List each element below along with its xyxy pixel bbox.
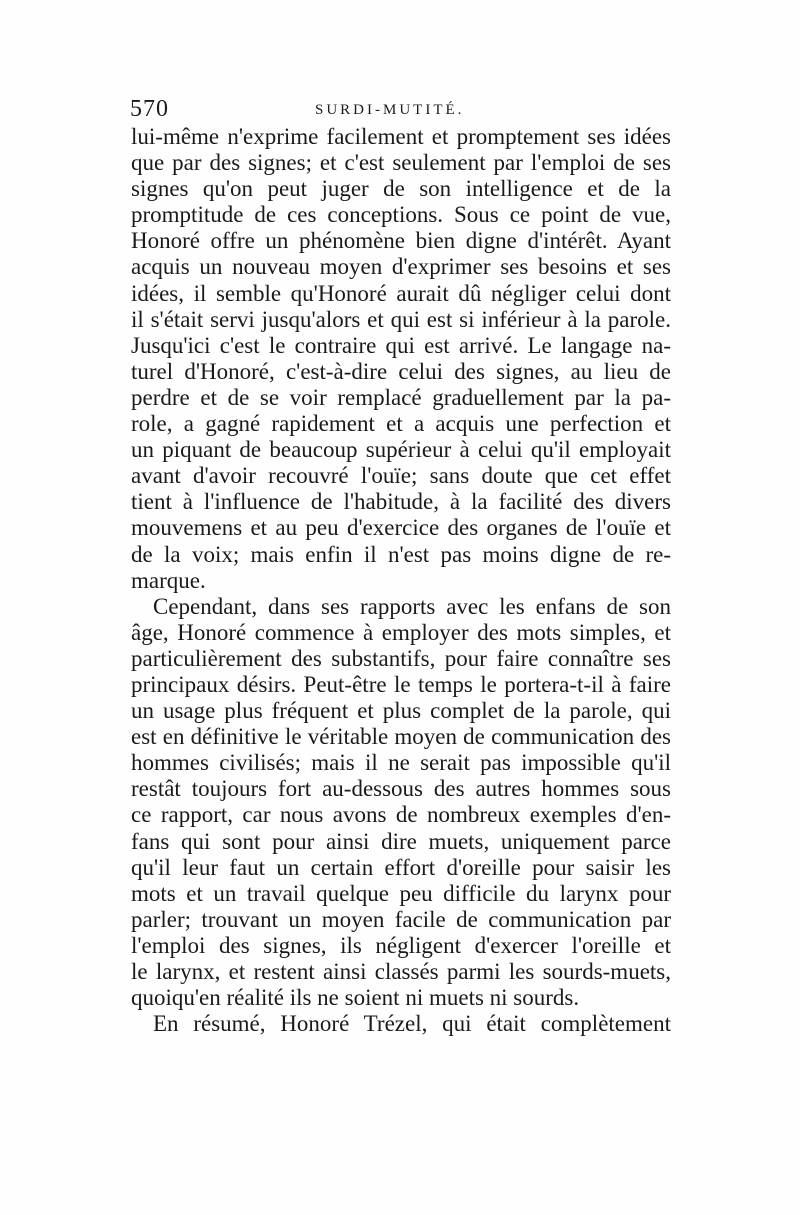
text-line: Jusqu'ici c'est le contraire qui est arrivé. Le langage na- bbox=[131, 332, 671, 358]
text-line: quoiqu'en réalité ils ne soient ni muets ni sourds. bbox=[131, 985, 580, 1011]
text-line: particulièrement des substantifs, pour faire connaître ses bbox=[131, 645, 671, 671]
text-line: hommes civilisés; mais il ne serait pas impossible qu'il bbox=[131, 750, 671, 776]
text-line: qu'il leur faut un certain effort d'oreille pour saisir les bbox=[131, 854, 671, 880]
text-line: tient à l'influence de l'habitude, à la facilité des divers bbox=[131, 489, 671, 515]
text-line: ce rapport, car nous avons de nombreux exemples d'en- bbox=[131, 802, 671, 828]
text-line: parler; trouvant un moyen facile de communication par bbox=[131, 906, 671, 932]
text-line: turel d'Honoré, c'est-à-dire celui des signes, au lieu de bbox=[131, 358, 671, 384]
text-line: role, a gagné rapidement et a acquis une perfection et bbox=[131, 411, 671, 437]
text-line: principaux désirs. Peut-être le temps le portera-t-il à faire bbox=[131, 671, 671, 697]
text-line: un piquant de beaucoup supérieur à celui qu'il employait bbox=[131, 437, 671, 463]
text-line: idées, il semble qu'Honoré aurait dû négliger celui dont bbox=[131, 280, 671, 306]
text-line: il s'était servi jusqu'alors et qui est si inférieur à la parole. bbox=[131, 306, 671, 332]
text-line: que par des signes; et c'est seulement par l'emploi de ses bbox=[131, 150, 671, 176]
text-line: mouvemens et au peu d'exercice des organes de l'ouïe et bbox=[131, 515, 671, 541]
text-line: signes qu'on peut juger de son intelligence et de la bbox=[131, 176, 671, 202]
text-line: mots et un travail quelque peu difficile du larynx pour bbox=[131, 880, 671, 906]
text-line: avant d'avoir recouvré l'ouïe; sans doute que cet effet bbox=[131, 463, 671, 489]
text-line: perdre et de se voir remplacé graduellement par la pa- bbox=[131, 384, 671, 410]
text-line: le larynx, et restent ainsi classés parmi les sourds-muets, bbox=[131, 959, 671, 984]
text-line: l'emploi des signes, ils négligent d'exercer l'oreille et bbox=[131, 932, 671, 958]
page-number: 570 bbox=[130, 96, 169, 122]
page-header bbox=[130, 96, 670, 126]
text-line: un usage plus fréquent et plus complet de la parole, qui bbox=[131, 698, 671, 724]
paragraph-start-line: Cependant, dans ses rapports avec les enfans de son bbox=[153, 593, 671, 619]
paragraph-start-line: En résumé, Honoré Trézel, qui était complètement bbox=[153, 1011, 671, 1037]
text-line: est en définitive le véritable moyen de communication des bbox=[131, 724, 671, 750]
body-text bbox=[131, 124, 671, 1037]
text-line: de la voix; mais enfin il n'est pas moins digne de re- bbox=[131, 541, 671, 567]
text-line: promptitude de ces conceptions. Sous ce point de vue, bbox=[131, 202, 671, 228]
running-title: SURDI-MUTITÉ. bbox=[315, 102, 465, 118]
text-line: marque. bbox=[131, 567, 206, 593]
text-line: restât toujours fort au-dessous des autres hommes sous bbox=[131, 776, 671, 802]
text-line: âge, Honoré commence à employer des mots simples, et bbox=[131, 619, 671, 645]
text-line: acquis un nouveau moyen d'exprimer ses besoins et ses bbox=[131, 254, 671, 280]
text-line: lui-même n'exprime facilement et promptement ses idées bbox=[131, 124, 671, 149]
text-line: fans qui sont pour ainsi dire muets, uniquement parce bbox=[131, 828, 671, 854]
text-line: Honoré offre un phénomène bien digne d'intérêt. Ayant bbox=[131, 228, 671, 254]
